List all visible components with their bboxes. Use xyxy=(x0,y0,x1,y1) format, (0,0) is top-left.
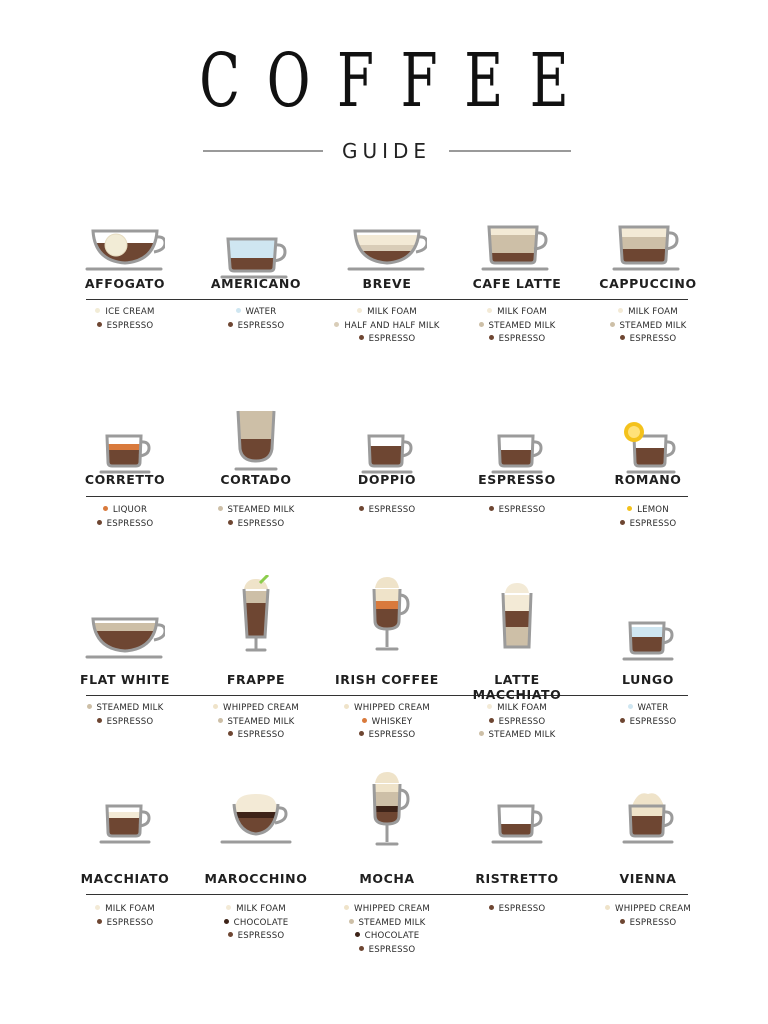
ingredient-item xyxy=(583,505,713,519)
ingredient-item xyxy=(322,945,452,959)
ingredient-label: ESPRESSO xyxy=(106,320,154,331)
ingredient-label: CHOCOLATE xyxy=(364,931,420,941)
drink-name: CAPPUCCINO xyxy=(599,276,697,291)
ingredient-list xyxy=(452,307,582,348)
page-subtitle: GUIDE xyxy=(341,139,432,163)
ingredient-dot-icon xyxy=(218,506,223,511)
drink-name: MOCHA xyxy=(359,871,415,886)
ingredient-dot-icon xyxy=(218,718,223,723)
ingredient-dot-icon xyxy=(620,335,625,340)
ingredient-dot-icon xyxy=(362,718,367,723)
ingredient-item xyxy=(583,321,713,335)
ingredient-label: WHISKEY xyxy=(371,716,413,727)
ingredient-dot-icon xyxy=(489,718,494,723)
ingredient-item xyxy=(452,307,582,321)
ingredient-dot-icon xyxy=(97,322,102,327)
row-divider-1 xyxy=(86,299,688,300)
ingredient-dot-icon xyxy=(349,919,354,924)
ingredient-item xyxy=(191,505,321,519)
ingredient-label: MILK FOAM xyxy=(367,307,417,317)
ingredient-item xyxy=(452,321,582,335)
ingredient-item xyxy=(452,904,582,918)
ingredient-dot-icon xyxy=(97,718,102,723)
ingredient-list xyxy=(583,505,713,532)
ingredient-item xyxy=(191,918,321,932)
ingredient-dot-icon xyxy=(479,322,484,327)
ingredient-dot-icon xyxy=(103,506,108,511)
drink-name: MAROCCHINO xyxy=(204,871,308,886)
ingredient-label: WATER xyxy=(245,307,277,317)
drink-name: FLAT WHITE xyxy=(79,672,171,687)
ristretto-cup-icon xyxy=(452,788,582,868)
ingredient-list xyxy=(452,904,582,918)
ingredient-label: ESPRESSO xyxy=(629,334,677,344)
ingredient-label: MILK FOAM xyxy=(497,307,547,317)
ingredient-list xyxy=(191,904,321,945)
drink-name: CORRETTO xyxy=(84,472,166,487)
ingredient-item xyxy=(322,730,452,744)
ingredient-item xyxy=(191,717,321,731)
ingredient-list xyxy=(583,703,713,730)
ingredient-dot-icon xyxy=(228,322,233,327)
drink-name: VIENNA xyxy=(619,871,677,886)
drink-name: ESPRESSO xyxy=(478,472,556,487)
ingredient-item xyxy=(452,505,582,519)
ingredient-dot-icon xyxy=(627,506,632,511)
ingredient-label: ESPRESSO xyxy=(368,505,416,515)
ingredient-item xyxy=(583,334,713,348)
drink-name: RISTRETTO xyxy=(475,871,559,886)
ingredient-dot-icon xyxy=(228,932,233,937)
ingredient-label: STEAMED MILK xyxy=(619,320,687,331)
ingredient-dot-icon xyxy=(97,919,102,924)
ingredient-list xyxy=(191,505,321,532)
drink-name: LATTE MACCHIATO xyxy=(472,672,562,702)
ingredient-item xyxy=(583,519,713,533)
ingredient-item xyxy=(191,904,321,918)
ingredient-label: WATER xyxy=(637,703,669,713)
ingredient-item xyxy=(583,918,713,932)
ingredient-item xyxy=(322,931,452,945)
ingredient-item xyxy=(191,931,321,945)
ingredient-label: ESPRESSO xyxy=(106,518,154,529)
ingredient-label: ESPRESSO xyxy=(237,518,285,529)
ingredient-list xyxy=(322,904,452,958)
ingredient-label: WHIPPED CREAM xyxy=(223,703,299,713)
ingredient-dot-icon xyxy=(487,308,492,313)
ingredient-dot-icon xyxy=(213,704,218,709)
ingredient-label: STEAMED MILK xyxy=(358,917,426,928)
ingredient-item xyxy=(60,519,190,533)
ingredient-list xyxy=(322,505,452,519)
ingredient-dot-icon xyxy=(226,905,231,910)
ingredient-label: ESPRESSO xyxy=(106,716,154,727)
ingredient-dot-icon xyxy=(357,308,362,313)
drink-name: MACCHIATO xyxy=(80,871,170,886)
ingredient-item xyxy=(452,730,582,744)
ingredient-item xyxy=(60,717,190,731)
ingredient-label: STEAMED MILK xyxy=(488,730,556,740)
vienna-cup-icon xyxy=(583,788,713,868)
ingredient-item xyxy=(60,904,190,918)
ingredient-label: LIQUOR xyxy=(112,505,148,515)
ingredient-dot-icon xyxy=(344,704,349,709)
ingredient-item xyxy=(452,703,582,717)
subtitle-rule-right xyxy=(449,150,571,152)
ingredient-list xyxy=(60,505,190,532)
ingredient-label: STEAMED MILK xyxy=(227,716,295,727)
ingredient-dot-icon xyxy=(97,520,102,525)
ingredient-item xyxy=(322,717,452,731)
ingredient-list xyxy=(60,703,190,730)
ingredient-dot-icon xyxy=(355,932,360,937)
ingredient-item xyxy=(322,307,452,321)
ingredient-label: ESPRESSO xyxy=(498,904,546,914)
drink-name: AFFOGATO xyxy=(84,276,166,291)
ingredient-label: MILK FOAM xyxy=(628,307,678,317)
ingredient-dot-icon xyxy=(359,335,364,340)
ingredient-dot-icon xyxy=(344,905,349,910)
ingredient-label: HALF AND HALF MILK xyxy=(344,320,440,331)
drink-name: AMERICANO xyxy=(210,276,302,291)
drink-name: IRISH COFFEE xyxy=(335,672,439,687)
ingredient-dot-icon xyxy=(224,919,229,924)
ingredient-list xyxy=(583,904,713,931)
ingredient-label: ESPRESSO xyxy=(106,917,154,928)
ingredient-list xyxy=(452,505,582,519)
irish-coffee-cup-icon xyxy=(322,575,452,655)
ingredient-item xyxy=(452,334,582,348)
ingredient-label: ESPRESSO xyxy=(498,505,546,515)
ingredient-item xyxy=(191,730,321,744)
ingredient-item xyxy=(583,717,713,731)
ingredient-label: MILK FOAM xyxy=(236,904,286,914)
ingredient-list xyxy=(452,703,582,744)
ingredient-label: ESPRESSO xyxy=(368,730,416,740)
ingredient-label: WHIPPED CREAM xyxy=(354,904,430,914)
ingredient-label: STEAMED MILK xyxy=(96,703,164,713)
ingredient-label: ESPRESSO xyxy=(237,320,285,331)
ingredient-dot-icon xyxy=(620,919,625,924)
ingredient-label: STEAMED MILK xyxy=(488,320,556,331)
ingredient-label: STEAMED MILK xyxy=(227,505,295,515)
ingredient-dot-icon xyxy=(479,731,484,736)
ingredient-item xyxy=(583,703,713,717)
ingredient-label: MILK FOAM xyxy=(497,703,547,713)
ingredient-list xyxy=(191,307,321,334)
ingredient-dot-icon xyxy=(489,905,494,910)
drink-name: CAFE LATTE xyxy=(472,276,562,291)
ingredient-dot-icon xyxy=(620,520,625,525)
latte-macchiato-cup-icon xyxy=(452,575,582,655)
ingredient-dot-icon xyxy=(95,905,100,910)
ingredient-list xyxy=(191,703,321,744)
ingredient-label: WHIPPED CREAM xyxy=(615,904,691,914)
ingredient-dot-icon xyxy=(359,946,364,951)
ingredient-item xyxy=(191,321,321,335)
ingredient-dot-icon xyxy=(359,731,364,736)
page-title: COFFEE xyxy=(199,38,596,124)
ingredient-item xyxy=(191,307,321,321)
ingredient-dot-icon xyxy=(236,308,241,313)
ingredient-list xyxy=(60,904,190,931)
ingredient-item xyxy=(60,918,190,932)
drink-name: ROMANO xyxy=(614,472,682,487)
ingredient-label: ESPRESSO xyxy=(629,716,677,727)
ingredient-item xyxy=(322,321,452,335)
ingredient-label: LEMON xyxy=(637,505,669,515)
ingredient-item xyxy=(191,703,321,717)
marocchino-cup-icon xyxy=(191,788,321,868)
ingredient-dot-icon xyxy=(489,506,494,511)
ingredient-label: ESPRESSO xyxy=(629,518,677,529)
ingredient-item xyxy=(191,519,321,533)
ingredient-label: ESPRESSO xyxy=(368,944,416,955)
ingredient-label: ESPRESSO xyxy=(629,917,677,928)
ingredient-list xyxy=(322,703,452,744)
ingredient-item xyxy=(452,717,582,731)
ingredient-dot-icon xyxy=(487,704,492,709)
ingredient-dot-icon xyxy=(228,520,233,525)
subtitle-block xyxy=(0,139,768,163)
drink-name: DOPPIO xyxy=(357,472,417,487)
macchiato-cup-icon xyxy=(60,788,190,868)
ingredient-item xyxy=(322,334,452,348)
drink-name: BREVE xyxy=(362,276,412,291)
ingredient-item xyxy=(583,307,713,321)
ingredient-dot-icon xyxy=(87,704,92,709)
ingredient-label: ESPRESSO xyxy=(498,716,546,727)
ingredient-label: WHIPPED CREAM xyxy=(354,703,430,713)
ingredient-list xyxy=(322,307,452,348)
ingredient-item xyxy=(60,505,190,519)
ingredient-label: ESPRESSO xyxy=(237,931,285,941)
ingredient-list xyxy=(60,307,190,334)
drink-name: CORTADO xyxy=(220,472,292,487)
mocha-cup-icon xyxy=(322,770,452,850)
ingredient-dot-icon xyxy=(618,308,623,313)
ingredient-label: MILK FOAM xyxy=(105,904,155,914)
ingredient-dot-icon xyxy=(95,308,100,313)
ingredient-label: CHOCOLATE xyxy=(233,917,289,928)
ingredient-item xyxy=(60,321,190,335)
ingredient-item xyxy=(60,307,190,321)
ingredient-dot-icon xyxy=(334,322,339,327)
ingredient-label: ICE CREAM xyxy=(105,307,155,317)
ingredient-item xyxy=(322,505,452,519)
americano-cup-icon xyxy=(191,223,321,303)
ingredient-item xyxy=(322,703,452,717)
ingredient-list xyxy=(583,307,713,348)
drink-name: LUNGO xyxy=(621,672,675,687)
ingredient-label: ESPRESSO xyxy=(368,334,416,344)
row-divider-4 xyxy=(86,894,688,895)
ingredient-dot-icon xyxy=(228,731,233,736)
ingredient-dot-icon xyxy=(610,322,615,327)
frappe-cup-icon xyxy=(191,575,321,655)
drink-name: FRAPPE xyxy=(226,672,286,687)
ingredient-label: ESPRESSO xyxy=(237,730,285,740)
ingredient-dot-icon xyxy=(359,506,364,511)
ingredient-dot-icon xyxy=(620,718,625,723)
ingredient-dot-icon xyxy=(489,335,494,340)
ingredient-item xyxy=(60,703,190,717)
row-divider-3 xyxy=(86,695,688,696)
ingredient-dot-icon xyxy=(628,704,633,709)
ingredient-item xyxy=(322,904,452,918)
ingredient-label: ESPRESSO xyxy=(498,334,546,344)
ingredient-item xyxy=(322,918,452,932)
ingredient-item xyxy=(583,904,713,918)
ingredient-dot-icon xyxy=(605,905,610,910)
